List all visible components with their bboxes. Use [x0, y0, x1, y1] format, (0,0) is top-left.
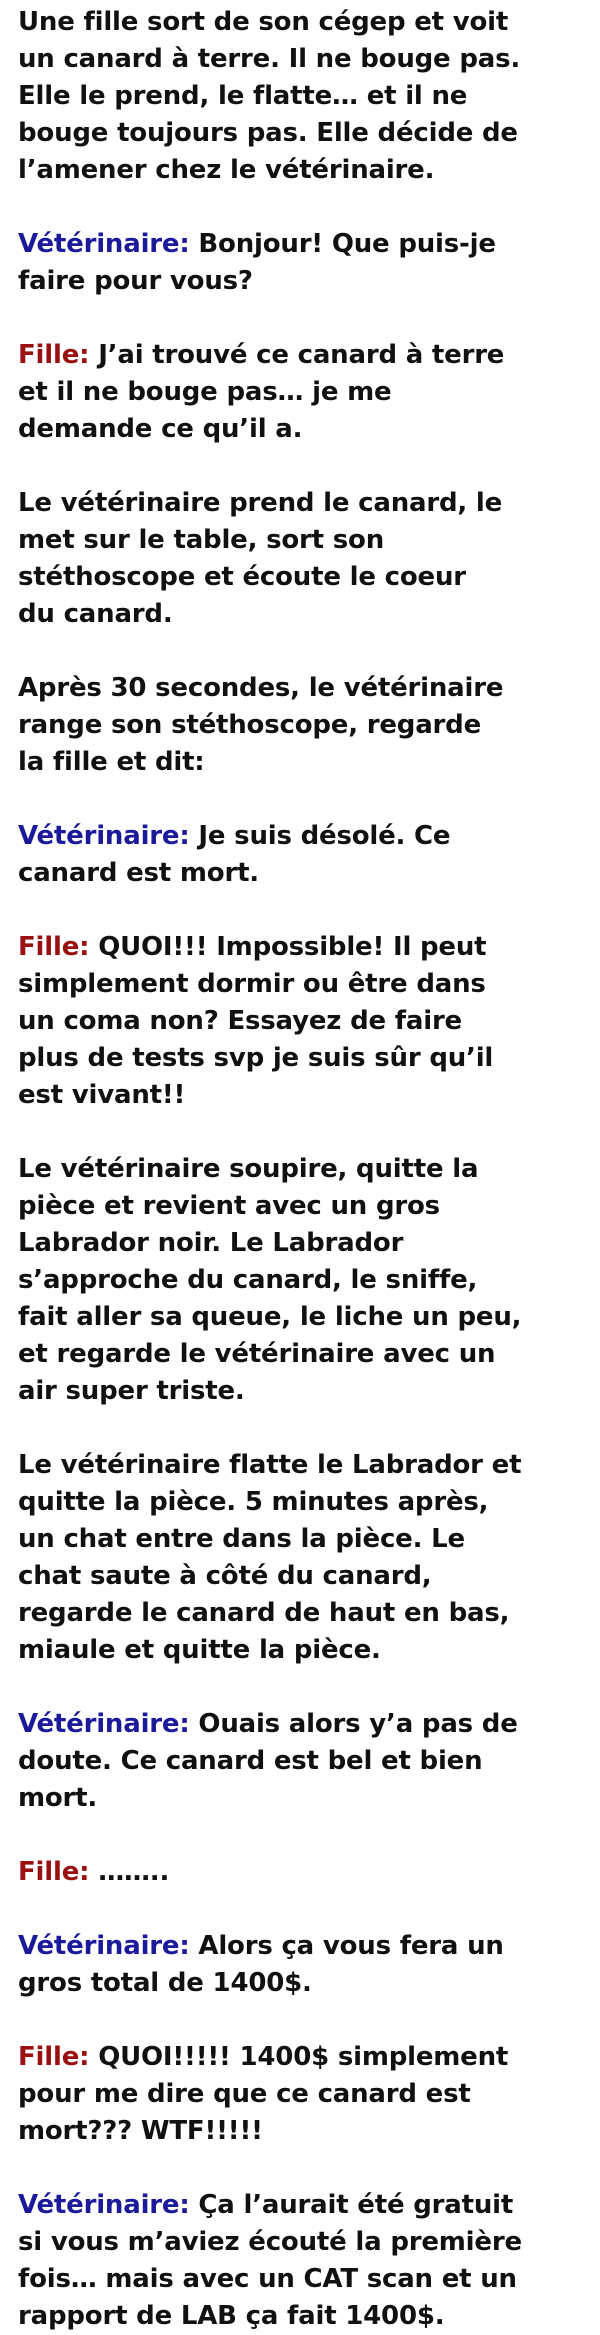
paragraph-text: Le vétérinaire soupire, quitte la pièce et revient avec un gros Labrador noir. Le Labrador s’approche du canard, le sniffe, fait aller sa queue, le liche un peu, et regarde le vétérinaire avec un air super triste.: [18, 1154, 522, 1406]
dialogue-veterinaire: [18, 226, 590, 300]
speaker-label-fille: Fille:: [18, 932, 90, 962]
paragraph-text: Une fille sort de son cégep et voit un canard à terre. Il ne bouge pas. Elle le prend, le flatte… et il ne bouge toujours pas. Elle décide de l’amener chez le vétérinaire.: [18, 7, 521, 185]
dialogue-text: Alors ça vous fera un gros total de 1400$.: [18, 1931, 504, 1998]
dialogue-text: Bonjour! Que puis-je faire pour vous?: [18, 229, 496, 296]
speaker-label-veterinaire: Vétérinaire:: [18, 821, 190, 851]
dialogue-text: Ouais alors y’a pas de doute. Ce canard est bel et bien mort.: [18, 1709, 518, 1813]
paragraph-narration: [18, 1447, 590, 1669]
speaker-label-fille: Fille:: [18, 1857, 90, 1887]
dialogue-veterinaire: [18, 1928, 590, 2002]
dialogue-veterinaire: [18, 818, 590, 892]
dialogue-fille: [18, 2039, 590, 2150]
dialogue-veterinaire: [18, 1706, 590, 1817]
paragraph-intro: [18, 4, 590, 189]
dialogue-text: Je suis désolé. Ce canard est mort.: [18, 821, 451, 888]
dialogue-text: J’ai trouvé ce canard à terre et il ne bouge pas… je me demande ce qu’il a.: [18, 340, 505, 444]
paragraph-text: Le vétérinaire prend le canard, le met sur le table, sort son stéthoscope et écoute le coeur du canard.: [18, 488, 503, 629]
dialogue-text: Ça l’aurait été gratuit si vous m’aviez écouté la première fois… mais avec un CAT scan et un rapport de LAB ça fait 1400$.: [18, 2190, 522, 2331]
story-text: [18, 4, 590, 2335]
speaker-label-veterinaire: Vétérinaire:: [18, 1709, 190, 1739]
paragraph-text: Après 30 secondes, le vétérinaire range son stéthoscope, regarde la fille et dit:: [18, 673, 504, 777]
dialogue-fille: [18, 929, 590, 1114]
paragraph-narration: [18, 1151, 590, 1410]
speaker-label-fille: Fille:: [18, 340, 90, 370]
dialogue-fille: [18, 337, 590, 448]
dialogue-fille: [18, 1854, 590, 1891]
paragraph-narration: [18, 670, 590, 781]
speaker-label-fille: Fille:: [18, 2042, 90, 2072]
dialogue-text: QUOI!!!!! 1400$ simplement pour me dire que ce canard est mort??? WTF!!!!!: [18, 2042, 509, 2146]
speaker-label-veterinaire: Vétérinaire:: [18, 2190, 190, 2220]
paragraph-narration: [18, 485, 590, 633]
paragraph-text: Le vétérinaire flatte le Labrador et quitte la pièce. 5 minutes après, un chat entre dans la pièce. Le chat saute à côté du canard, regarde le canard de haut en bas, miaule et quitte la pièce.: [18, 1450, 522, 1665]
speaker-label-veterinaire: Vétérinaire:: [18, 229, 190, 259]
dialogue-text: QUOI!!! Impossible! Il peut simplement dormir ou être dans un coma non? Essayez de faire plus de tests svp je suis sûr qu’il est vivant!!: [18, 932, 494, 1110]
dialogue-text: ……..: [89, 1857, 170, 1887]
dialogue-veterinaire: [18, 2187, 590, 2335]
speaker-label-veterinaire: Vétérinaire:: [18, 1931, 190, 1961]
